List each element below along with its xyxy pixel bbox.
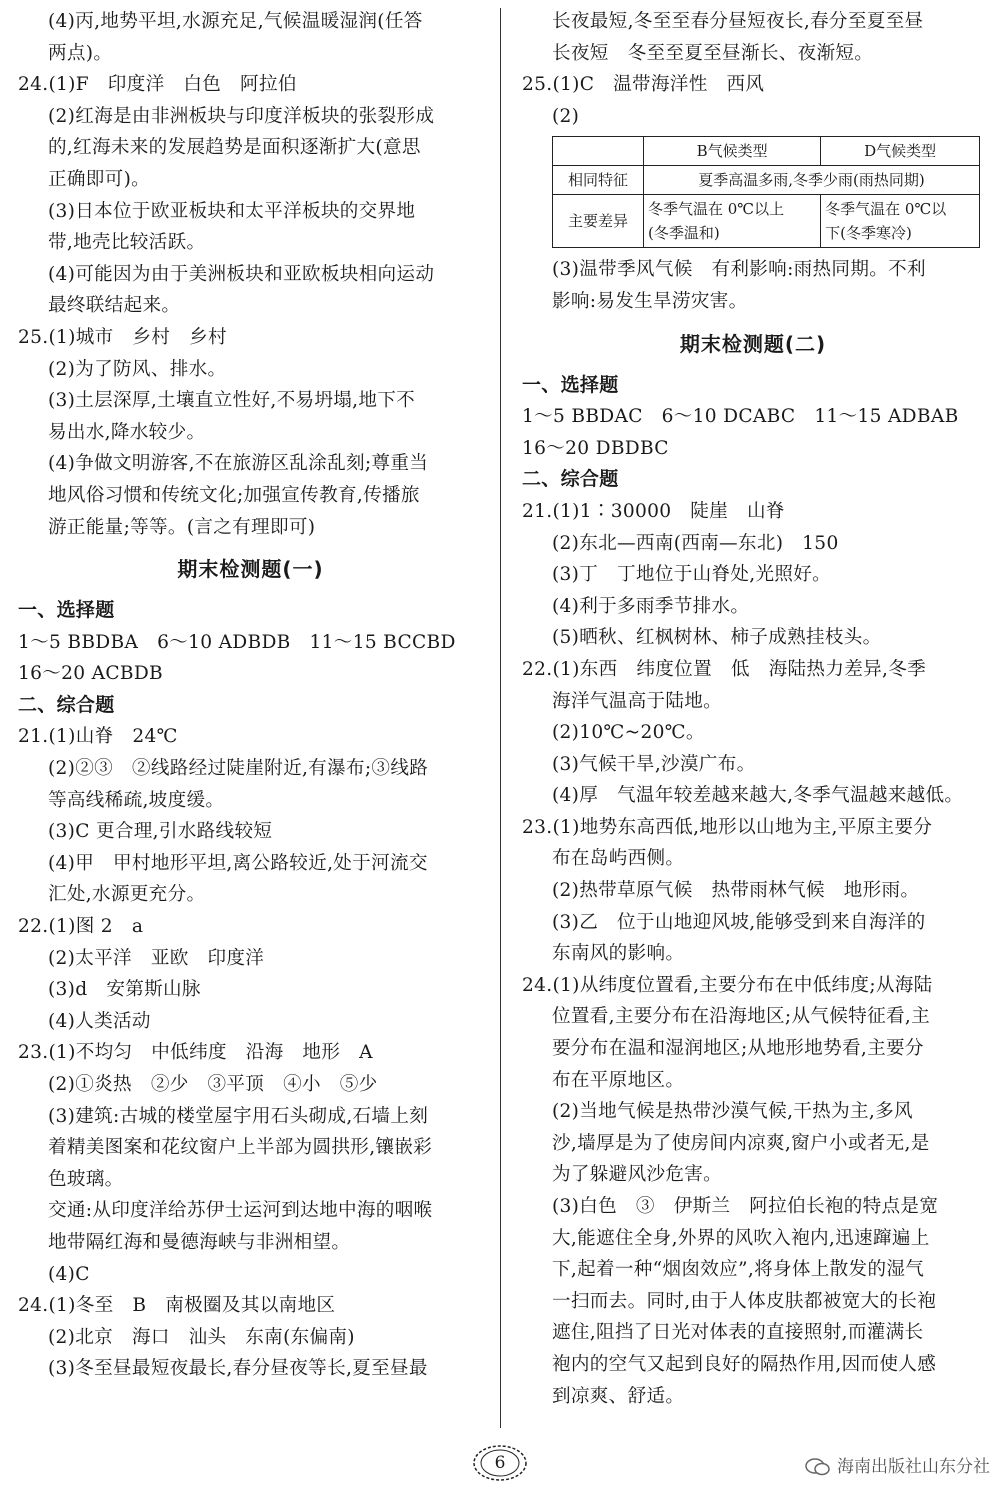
answer-line: 两点)。 xyxy=(48,42,113,64)
page-number: 6 xyxy=(494,1453,506,1473)
answer-line: (2)10℃~20℃。 xyxy=(552,722,705,744)
table-row-common xyxy=(553,166,980,195)
answer-line: (2)当地气候是热带沙漠气候,干热为主,多风 xyxy=(552,1101,913,1123)
answer-line: (3)d 安第斯山脉 xyxy=(48,979,201,1001)
answer-line: 遮住,阻挡了日光对体表的直接照射,而灌满长 xyxy=(552,1322,924,1344)
answer-line: 最终联结起来。 xyxy=(48,295,181,317)
answer-line: 正确即可)。 xyxy=(48,168,151,190)
answer-line: 24.(1)从纬度位置看,主要分布在中低纬度;从海陆 xyxy=(522,974,933,996)
answer-line: (3)建筑:古城的楼堂屋宇用石头砌成,石墙上刻 xyxy=(48,1105,429,1127)
answer-line: 影响:易发生旱涝灾害。 xyxy=(552,290,748,312)
answer-line: (4)厚 气温年较差越来越大,冬季气温越来越低。 xyxy=(552,785,964,807)
answer-line: (2)②③ ②线路经过陡崖附近,有瀑布;③线路 xyxy=(48,758,429,780)
answer-line: 带,地壳比较活跃。 xyxy=(48,232,206,254)
answer-line: (5)晒秋、红枫树林、柿子成熟挂枝头。 xyxy=(552,627,882,649)
table-common-value: 夏季高温多雨,冬季少雨(雨热同期) xyxy=(644,166,980,195)
answer-line: 一扫而去。同时,由于人体皮肤都被宽大的长袍 xyxy=(552,1290,937,1312)
answer-line: 交通:从印度洋给苏伊士运河到达地中海的咽喉 xyxy=(48,1200,433,1222)
climate-comparison-table xyxy=(552,136,980,248)
table-difference-b-line2: (冬季温和) xyxy=(648,224,720,243)
answer-line: 海洋气温高于陆地。 xyxy=(552,690,723,712)
answer-line: 16～20 DBDBC xyxy=(522,437,669,459)
answer-line: 色玻璃。 xyxy=(48,1168,124,1190)
answer-line: 22.(1)图 2 a xyxy=(18,916,144,938)
answer-line: (3)日本位于欧亚板块和太平洋板块的交界地 xyxy=(48,200,416,222)
answer-line: 25.(1)城市 乡村 乡村 xyxy=(18,326,227,348)
answer-line: 沙,墙厚是为了使房间内凉爽,窗户小或者无,是 xyxy=(552,1132,930,1154)
answer-line: (4)争做文明游客,不在旅游区乱涂乱刻;尊重当 xyxy=(48,453,429,475)
answer-line: 地风俗习惯和传统文化;加强宣传教育,传播旅 xyxy=(48,484,420,506)
answer-line: 为了躲避风沙危害。 xyxy=(552,1164,723,1186)
table-header-b: B气候类型 xyxy=(644,137,821,166)
answer-line: 的,红海未来的发展趋势是面积逐渐扩大(意思 xyxy=(48,137,421,159)
answer-line: 23.(1)地势东高西低,地形以山地为主,平原主要分 xyxy=(522,816,933,838)
watermark xyxy=(805,1452,990,1477)
answer-line: 1～5 BBDAC 6～10 DCABC 11～15 ADBAB xyxy=(522,406,959,428)
answer-line: (2)东北—西南(西南—东北) 150 xyxy=(552,532,839,554)
table-difference-d-line1: 冬季气温在 0℃以 xyxy=(825,200,947,219)
answer-line: 等高线稀疏,坡度缓。 xyxy=(48,789,225,811)
answer-line: 23.(1)不均匀 中低纬度 沿海 地形 A xyxy=(18,1042,373,1064)
right-column xyxy=(522,6,984,1412)
answer-line: (4)丙,地势平坦,水源充足,气候温暖湿润(任答 xyxy=(48,11,423,32)
answer-line: (2) xyxy=(552,105,580,127)
answer-line: 游正能量;等等。(言之有理即可) xyxy=(48,516,316,538)
answer-line: (3)冬至昼最短夜最长,春分昼夜等长,夏至昼最 xyxy=(48,1358,428,1380)
answer-line: 24.(1)F 印度洋 白色 阿拉伯 xyxy=(18,74,297,96)
answer-line: (3)乙 位于山地迎风坡,能够受到来自海洋的 xyxy=(552,911,926,933)
page-number-badge xyxy=(470,1443,530,1483)
answer-line: 布在岛屿西侧。 xyxy=(552,848,685,870)
answer-line: 25.(1)C 温带海洋性 西风 xyxy=(522,74,765,96)
answer-line: (2)红海是由非洲板块与印度洋板块的张裂形成 xyxy=(48,105,435,127)
answer-line: 要分布在温和湿润地区;从地形地势看,主要分 xyxy=(552,1038,924,1060)
answer-line: 袍内的空气又起到良好的隔热作用,因而使人感 xyxy=(552,1353,937,1375)
answer-line: 到凉爽、舒适。 xyxy=(552,1385,685,1407)
answer-line: 16～20 ACBDB xyxy=(18,663,164,685)
answer-line: (3)C 更合理,引水路线较短 xyxy=(48,821,273,843)
answer-line: 1～5 BBDBA 6～10 ADBDB 11～15 BCCBD xyxy=(18,631,456,653)
answer-line: (2)太平洋 亚欧 印度洋 xyxy=(48,947,265,969)
table-difference-b-line1: 冬季气温在 0℃以上 xyxy=(648,200,785,219)
table-row-difference xyxy=(553,195,980,248)
table-label-difference: 主要差异 xyxy=(553,195,644,248)
section-heading: 二、综合题 xyxy=(18,693,115,716)
answer-line: (3)气候干旱,沙漠广布。 xyxy=(552,753,756,775)
answer-line: (4)甲 甲村地形平坦,离公路较近,处于河流交 xyxy=(48,852,428,874)
table-label-common: 相同特征 xyxy=(553,166,644,195)
answer-line: 大,能遮住全身,外界的风吹入袍内,迅速蹿遍上 xyxy=(552,1227,930,1249)
left-column xyxy=(18,6,483,1385)
answer-line: (2)热带草原气候 热带雨林气候 地形雨。 xyxy=(552,880,920,902)
answer-line: (2)为了防风、排水。 xyxy=(48,358,227,380)
answer-line: (2)北京 海口 汕头 东南(东偏南) xyxy=(48,1326,355,1348)
right-bottom-lines xyxy=(522,254,984,1412)
answer-line: 地带隔红海和曼德海峡与非洲相望。 xyxy=(48,1231,351,1253)
answer-line: (3)丁 丁地位于山脊处,光照好。 xyxy=(552,564,832,586)
answer-line: 位置看,主要分布在沿海地区;从气候特征看,主 xyxy=(552,1006,930,1028)
answer-line: 布在平原地区。 xyxy=(552,1069,685,1091)
answer-line: (4)利于多雨季节排水。 xyxy=(552,595,750,617)
answer-line: 汇处,水源更充分。 xyxy=(48,884,206,906)
table-header-d: D气候类型 xyxy=(821,137,980,166)
answer-line: 21.(1)1∶30000 陡崖 山脊 xyxy=(522,500,785,522)
answer-line: 21.(1)山脊 24℃ xyxy=(18,726,178,748)
answer-line: 易出水,降水较少。 xyxy=(48,421,206,443)
answer-line: (2)①炎热 ②少 ③平顶 ④小 ⑤少 xyxy=(48,1074,378,1095)
answer-line: 22.(1)东西 纬度位置 低 海陆热力差异,冬季 xyxy=(522,658,927,680)
watermark-text: 海南出版社山东分社 xyxy=(837,1457,990,1477)
answer-line: 24.(1)冬至 B 南极圈及其以南地区 xyxy=(18,1295,336,1317)
answer-line: (3)温带季风气候 有利影响:雨热同期。不利 xyxy=(552,259,926,281)
right-top-lines xyxy=(522,6,984,132)
section-title: 期末检测题(一) xyxy=(177,557,324,582)
table-difference-d-line2: 下(冬季寒冷) xyxy=(825,224,912,243)
answer-line: 下,起着一种“烟囱效应”,将身体上散发的湿气 xyxy=(552,1259,925,1281)
wechat-icon xyxy=(805,1457,831,1477)
section-heading: 二、综合题 xyxy=(522,468,619,491)
table-difference-d xyxy=(821,195,980,248)
answer-line: (3)白色 ③ 伊斯兰 阿拉伯长袍的特点是宽 xyxy=(552,1196,939,1217)
table-difference-b xyxy=(644,195,821,248)
answer-line: 长夜短 冬至至夏至昼渐长、夜渐短。 xyxy=(552,42,874,64)
answer-line: 着精美图案和花纹窗户上半部为圆拱形,镶嵌彩 xyxy=(48,1137,433,1159)
section-title: 期末检测题(二) xyxy=(679,331,827,356)
answer-line: 长夜最短,冬至至春分昼短夜长,春分至夏至昼 xyxy=(552,11,924,32)
section-heading: 一、选择题 xyxy=(18,599,115,622)
table-header-row xyxy=(553,137,980,166)
table-corner-cell xyxy=(553,137,644,166)
answer-line: (4)可能因为由于美洲板块和亚欧板块相向运动 xyxy=(48,263,435,285)
answer-line: (4)C xyxy=(48,1263,90,1285)
answer-line: (4)人类活动 xyxy=(48,1010,151,1032)
column-divider xyxy=(500,8,501,1428)
section-heading: 一、选择题 xyxy=(522,373,619,396)
answer-line: (3)土层深厚,土壤直立性好,不易坍塌,地下不 xyxy=(48,390,416,412)
answer-line: 东南风的影响。 xyxy=(552,943,685,965)
